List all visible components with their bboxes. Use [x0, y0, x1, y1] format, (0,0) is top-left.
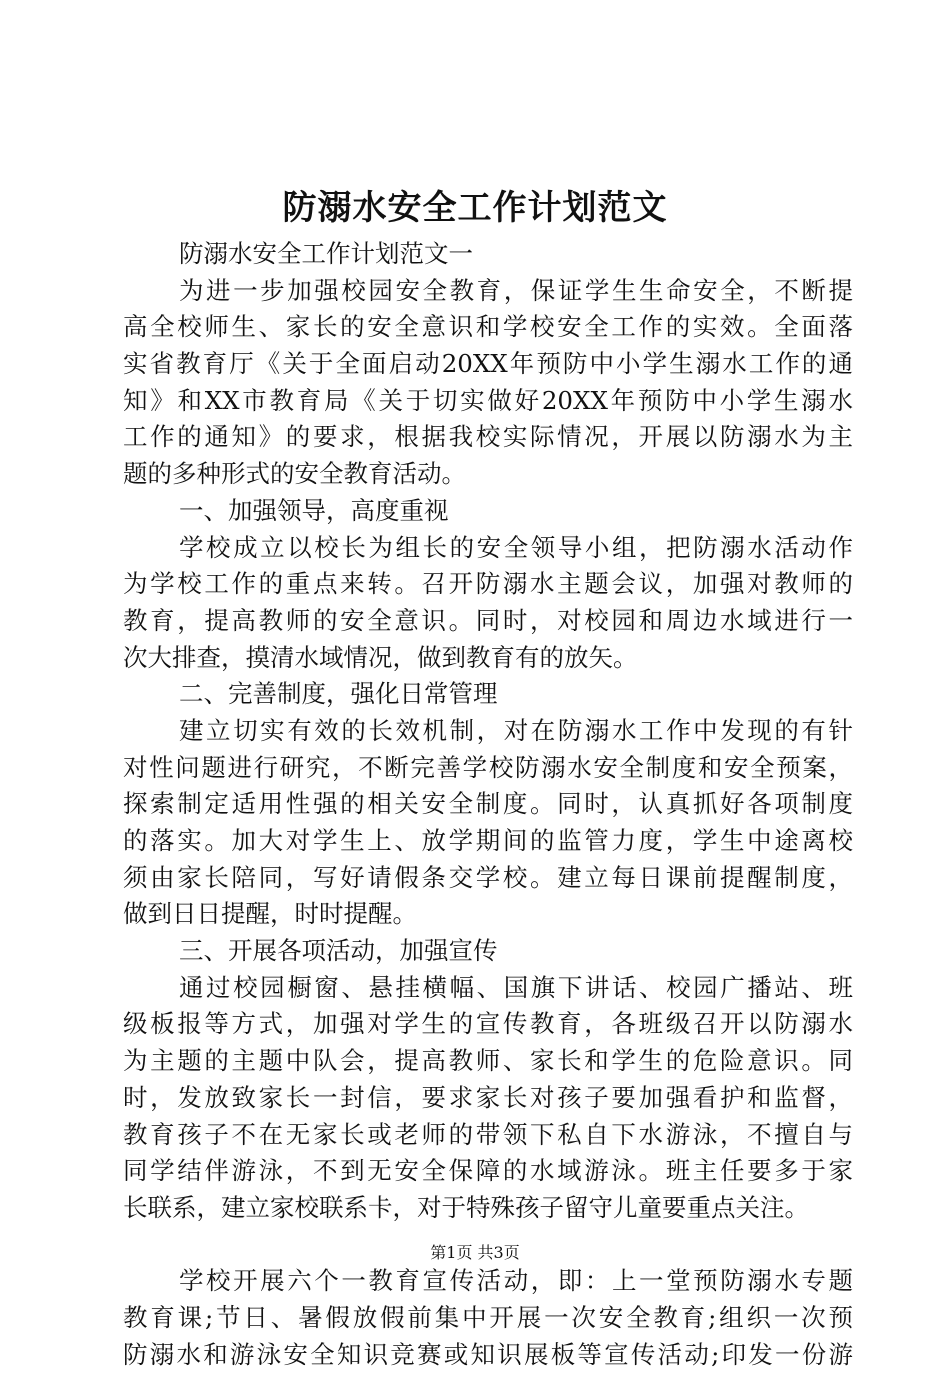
section-heading: 二、完善制度，强化日常管理	[179, 679, 498, 709]
paragraph-line: 建立切实有效的长效机制，对在防溺水工作中发现的有针	[179, 715, 853, 745]
paragraph-line: 次大排查，摸清水域情况，做到教育有的放矢。	[123, 642, 638, 672]
document-title: 防溺水安全工作计划范文	[282, 188, 668, 228]
paragraph-line: 学校成立以校长为组长的安全领导小组，把防溺水活动作	[179, 532, 853, 562]
paragraph-line: 高全校师生、家长的安全意识和学校安全工作的实效。全面落	[123, 312, 853, 342]
paragraph-line: 工作的通知》的要求，根据我校实际情况，开展以防溺水为主	[123, 422, 853, 452]
paragraph-line: 的落实。加大对学生上、放学期间的监管力度，学生中途离校	[123, 826, 853, 855]
document-body	[123, 236, 853, 1373]
paragraph-line: 级板报等方式，加强对学生的宣传教育，各班级召开以防溺水	[123, 1009, 853, 1039]
paragraph-line: 对性问题进行研究，不断完善学校防溺水安全制度和安全预案，	[123, 752, 853, 782]
paragraph-line: 教育，提高教师的安全意识。同时，对校园和周边水域进行一	[123, 605, 853, 635]
paragraph-line: 题的多种形式的安全教育活动。	[123, 459, 466, 489]
paragraph-line: 学校开展六个一教育宣传活动，即：上一堂预防溺水专题	[179, 1266, 853, 1296]
paragraph-line: 防溺水和游泳安全知识竞赛或知识展板等宣传活动;印发一份游	[123, 1339, 853, 1369]
paragraph-line: 通过校园橱窗、悬挂横幅、国旗下讲话、校园广播站、班	[179, 972, 853, 1002]
paragraph-line: 做到日日提醒，时时提醒。	[123, 899, 417, 929]
paragraph-line: 为主题的主题中队会，提高教师、家长和学生的危险意识。同	[123, 1046, 853, 1076]
paragraph-line: 探索制定适用性强的相关安全制度。同时，认真抓好各项制度	[123, 789, 853, 819]
page-footer: 第1页 共3页	[430, 1243, 520, 1262]
paragraph-line: 时，发放致家长一封信，要求家长对孩子要加强看护和监督，	[123, 1082, 853, 1112]
paragraph-line: 教育孩子不在无家长或老师的带领下私自下水游泳，不擅自与	[123, 1119, 853, 1149]
paragraph-line: 知》和XX市教育局《关于切实做好20XX年预防中小学生溺水	[123, 385, 853, 415]
paragraph-line: 须由家长陪同，写好请假条交学校。建立每日课前提醒制度，	[123, 862, 853, 892]
paragraph-line: 长联系，建立家校联系卡，对于特殊孩子留守儿童要重点关注。	[123, 1192, 809, 1222]
section-heading: 三、开展各项活动，加强宣传	[179, 936, 498, 966]
paragraph-line: 同学结伴游泳，不到无安全保障的水域游泳。班主任要多于家	[123, 1156, 853, 1186]
paragraph-line: 教育课;节日、暑假放假前集中开展一次安全教育;组织一次预	[123, 1302, 853, 1332]
section-heading: 一、加强领导，高度重视	[179, 495, 449, 525]
subtitle-line: 防溺水安全工作计划范文一	[179, 239, 473, 268]
paragraph-line: 实省教育厅《关于全面启动20XX年预防中小学生溺水工作的通	[123, 349, 853, 379]
paragraph-line: 为学校工作的重点来转。召开防溺水主题会议，加强对教师的	[123, 569, 853, 599]
paragraph-line: 为进一步加强校园安全教育，保证学生生命安全，不断提	[179, 275, 853, 305]
